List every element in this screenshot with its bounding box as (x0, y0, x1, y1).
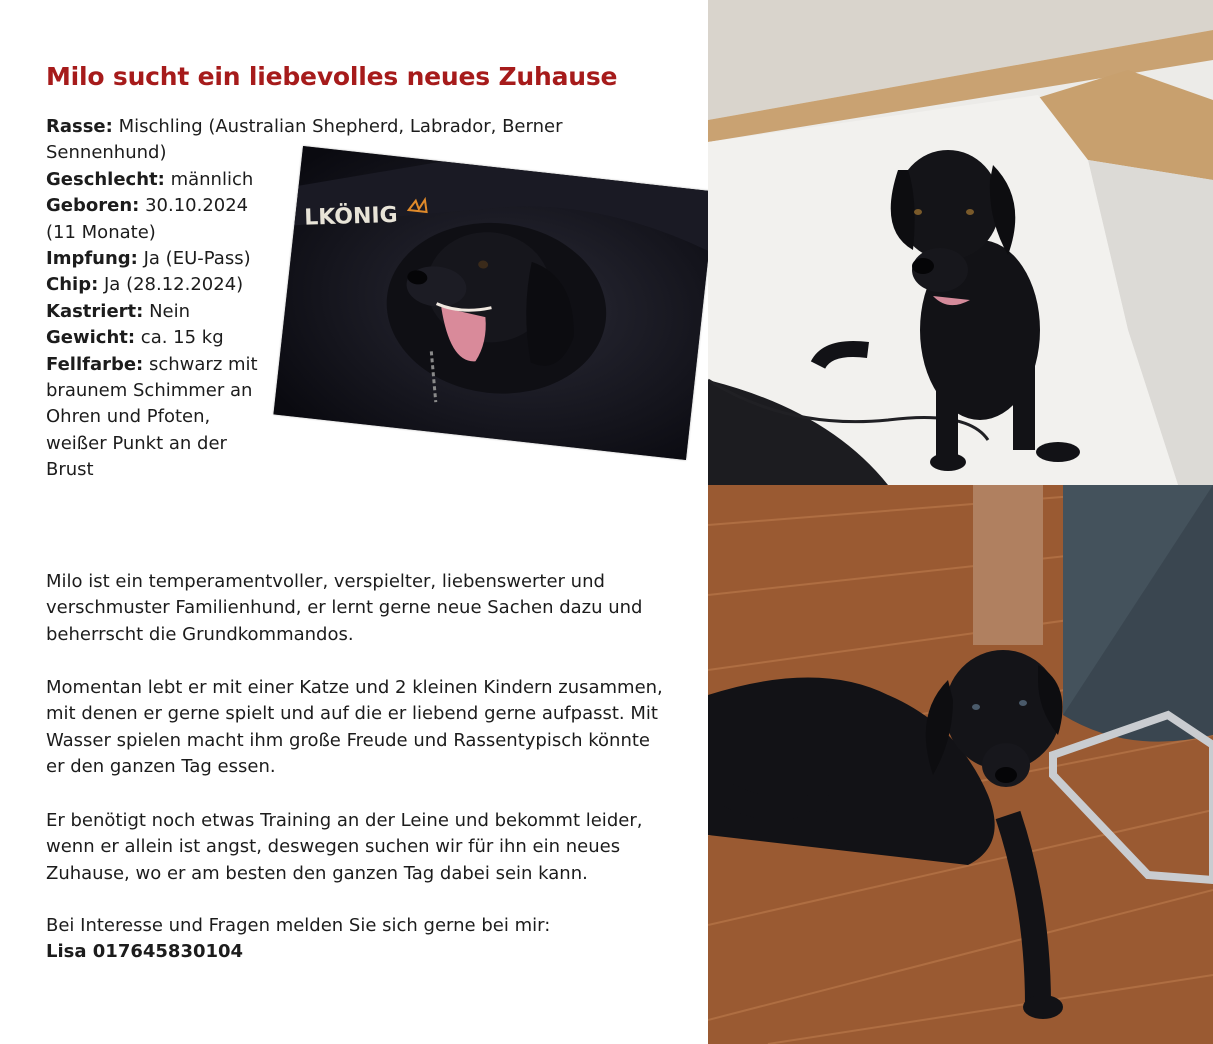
fact-value: ca. 15 kg (135, 327, 224, 349)
description-paragraph: Momentan lebt er mit einer Katze und 2 kleinen Kindern zusammen, mit denen er gerne spielt und auf die er liebend gerne aufpasst. Mit Wasser spielen macht ihm große Freude und Rassentypisch könnte er den ganzen Tag essen. (46, 677, 663, 778)
flyer-title: Milo sucht ein liebevolles neues Zuhause (46, 62, 618, 91)
dog-sitting-illustration (708, 0, 1213, 485)
fact-label: Rasse: (46, 116, 113, 137)
fact-label: Geboren: (46, 195, 140, 217)
dog-portrait-illustration (273, 146, 715, 460)
contact-intro: Bei Interesse und Fragen melden Sie sich gerne bei mir: (46, 915, 551, 936)
fact-label: Gewicht: (46, 327, 136, 349)
blanket-print-text: LKÖNIG (303, 202, 399, 231)
fact-fellfarbe-cont: Brust (46, 459, 94, 481)
fact-fellfarbe-cont: weißer Punkt an der (46, 432, 227, 454)
fact-fellfarbe-cont: braunem Schimmer an (46, 380, 253, 402)
dog-lying-photo (708, 485, 1213, 1044)
fact-label: Chip: (46, 274, 99, 296)
fact-rasse-cont: Sennenhund) (46, 142, 167, 164)
fact-value: männlich (164, 168, 254, 190)
fact-value: Ja (EU-Pass) (137, 248, 251, 270)
contact-phone: Lisa 017645830104 (46, 941, 244, 963)
contact-paragraph (46, 913, 671, 966)
dog-sitting-photo (708, 0, 1213, 485)
fact-value: Mischling (Australian Shepherd, Labrador, Berner (112, 116, 563, 137)
fact-fellfarbe-cont: Ohren und Pfoten, (46, 406, 211, 428)
dog-portrait-photo (273, 146, 715, 460)
fact-value: Ja (28.12.2024) (98, 274, 244, 296)
fact-value: schwarz mit (143, 353, 258, 375)
fact-rasse (46, 114, 606, 140)
description-paragraph: Milo ist ein temperamentvoller, verspielter, liebenswerter und verschmuster Familienhund, er lernt gerne neue Sachen dazu und beherrscht die Grundkommandos. (46, 571, 643, 645)
dog-lying-illustration (708, 485, 1213, 1044)
description-paragraph: Er benötigt noch etwas Training an der Leine und bekommt leider, wenn er allein ist angst, deswegen suchen wir für ihn ein neues Zuhause, wo er am besten den ganzen Tag dabei sein kann. (46, 810, 643, 884)
fact-label: Kastriert: (46, 300, 144, 322)
fact-label: Fellfarbe: (46, 353, 144, 375)
fact-value: 30.10.2024 (139, 195, 249, 217)
fact-value: Nein (143, 300, 191, 322)
fact-label: Geschlecht: (46, 168, 165, 190)
fact-geboren-cont: (11 Monate) (46, 221, 156, 243)
fact-label: Impfung: (46, 248, 138, 270)
